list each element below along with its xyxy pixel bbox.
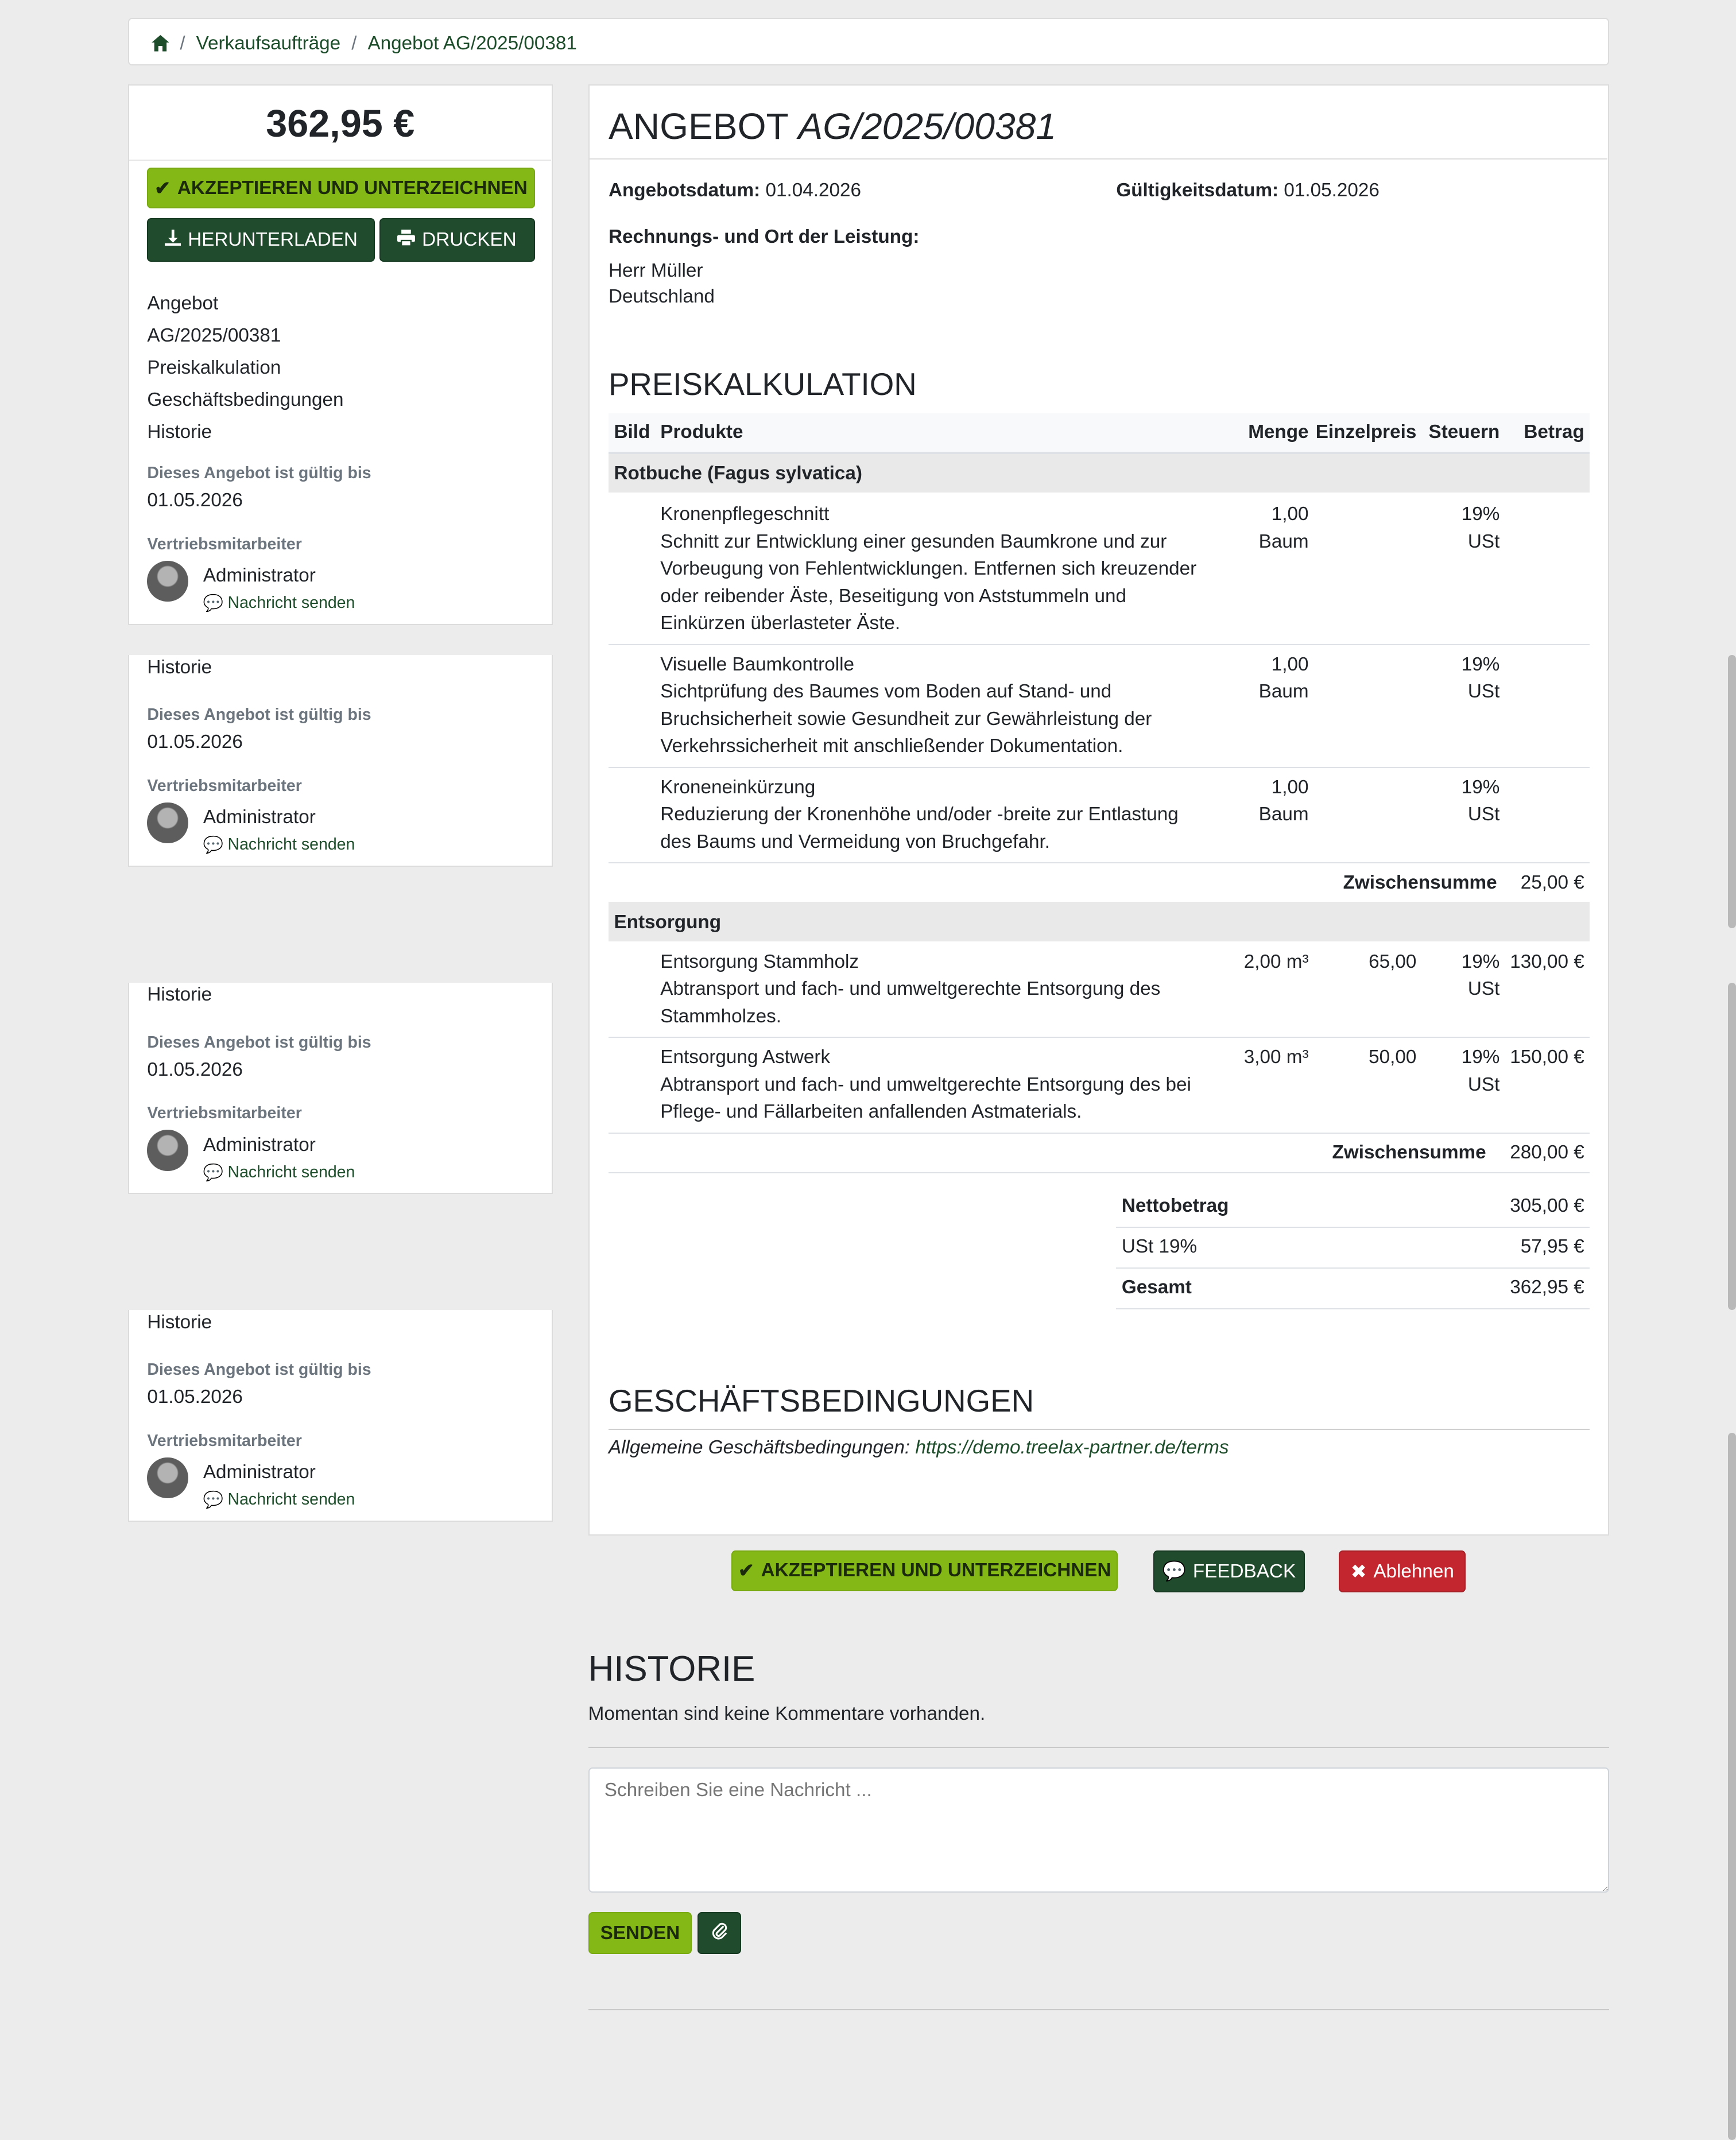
total-row-net — [1116, 1188, 1590, 1228]
sidebar-accept-button[interactable] — [147, 168, 534, 208]
breadcrumb-separator: / — [351, 32, 357, 54]
col-unit-price: Einzelpreis — [1315, 421, 1417, 443]
pricing-table — [609, 413, 1590, 1170]
line-tax-type: USt — [1467, 804, 1500, 825]
accept-sign-button[interactable] — [731, 1550, 1118, 1591]
line-amount: 130,00 € — [1510, 951, 1584, 972]
scrollbar-thumb[interactable] — [1728, 983, 1736, 1311]
paperclip-icon — [711, 1921, 728, 1945]
table-row — [609, 1038, 1590, 1134]
line-unit-price: 65,00 — [1369, 951, 1417, 972]
sales-rep-name: Administrator — [203, 807, 316, 828]
line-tax: 19% — [1461, 951, 1500, 972]
scrollbar-thumb[interactable] — [1728, 655, 1736, 928]
accept-label: AKZEPTIEREN UND UNTERZEICHNEN — [761, 1560, 1111, 1581]
sidebar-nav-offer-number[interactable]: AG/2025/00381 — [147, 325, 281, 347]
scrollbar-thumb[interactable] — [1728, 1433, 1736, 2139]
sidebar-card — [128, 84, 552, 625]
line-tax: 19% — [1461, 503, 1500, 525]
total-row-tax — [1116, 1228, 1590, 1269]
table-row — [609, 768, 1590, 863]
line-qty: 3,00 m³ — [1243, 1046, 1309, 1068]
comment-icon: 💬 — [203, 1163, 224, 1182]
times-icon: ✖ — [1350, 1561, 1367, 1583]
line-tax-type: USt — [1467, 681, 1500, 703]
totals-table — [1116, 1188, 1590, 1309]
sidebar-nav-offer[interactable]: Angebot — [147, 293, 219, 315]
line-description: Reduzierung der Kronenhöhe und/oder -breite zur Entlastung des Baums und Vermeidung von Bruchgefahr. — [660, 804, 1179, 852]
terms-label: Allgemeine Geschäftsbedingungen: — [608, 1437, 910, 1459]
sidebar-card-repeat — [128, 655, 552, 866]
line-tax: 19% — [1461, 653, 1500, 675]
line-tax-type: USt — [1467, 530, 1500, 552]
validity-date-label: Gültigkeitsdatum: — [1116, 180, 1279, 201]
reject-button[interactable] — [1339, 1550, 1466, 1593]
send-label: SENDEN — [600, 1922, 680, 1944]
send-message-link[interactable] — [203, 835, 355, 855]
sales-rep-label: Vertriebsmitarbeiter — [147, 776, 302, 795]
line-title: Visuelle Baumkontrolle — [660, 653, 855, 675]
valid-until-date: 01.05.2026 — [147, 490, 243, 511]
validity-date — [1116, 180, 1380, 201]
print-button[interactable] — [379, 218, 535, 262]
feedback-label: FEEDBACK — [1192, 1560, 1296, 1582]
line-description: Schnitt zur Entwicklung einer gesunden Baumkrone und zur Vorbeugung von Fehlentwicklungen. Entfernen sich kreuzender oder reibender Äste, Beseitigung von Aststummeln und Einkürzen überlasteter Äste. — [660, 530, 1197, 634]
send-message-label: Nachricht senden — [227, 1490, 355, 1509]
valid-until-label: Dieses Angebot ist gültig bis — [147, 705, 371, 724]
tax-label: USt 19% — [1121, 1236, 1198, 1258]
line-description: Sichtprüfung des Baumes vom Boden auf Stand- und Bruchsicherheit sowie Gesundheit zur Gewährleistung der Verkehrssicherheit mit anschließender Dokumentation. — [660, 681, 1152, 757]
send-message-link[interactable] — [203, 1490, 355, 1510]
title-number: AG/2025/00381 — [798, 105, 1056, 147]
subtotal-row — [609, 863, 1590, 902]
valid-until-date: 01.05.2026 — [147, 1059, 243, 1080]
terms-heading: GESCHÄFTSBEDINGUNGEN — [608, 1382, 1034, 1418]
grand-total-label: Gesamt — [1121, 1277, 1192, 1298]
divider — [609, 1429, 1590, 1430]
send-message-label: Nachricht senden — [227, 1162, 355, 1181]
feedback-button[interactable] — [1153, 1550, 1305, 1593]
line-tax-type: USt — [1467, 978, 1500, 1000]
line-tax: 19% — [1461, 776, 1500, 798]
section-name: Rotbuche (Fagus sylvatica) — [614, 462, 862, 484]
subtotal-row — [609, 1134, 1590, 1173]
tax-value: 57,95 € — [1520, 1236, 1584, 1258]
sales-rep-name: Administrator — [203, 1461, 316, 1483]
breadcrumb-current-quote[interactable]: Angebot AG/2025/00381 — [367, 32, 577, 54]
check-icon: ✔ — [154, 177, 170, 199]
grand-total-value: 362,95 € — [1510, 1277, 1584, 1298]
quote-document — [588, 84, 1609, 1535]
line-title: Kronenpflegeschnitt — [660, 503, 830, 525]
valid-until-label: Dieses Angebot ist gültig bis — [147, 1033, 371, 1052]
download-icon — [165, 229, 181, 251]
valid-until-date: 01.05.2026 — [147, 1386, 243, 1408]
line-uom: Baum — [1258, 804, 1309, 825]
col-amount: Betrag — [1524, 421, 1584, 443]
line-description: Abtransport und fach- und umweltgerechte Entsorgung des Stammholzes. — [660, 978, 1161, 1027]
send-message-link[interactable] — [203, 1163, 355, 1183]
breadcrumb-sales-orders[interactable]: Verkaufsaufträge — [196, 32, 341, 54]
send-button[interactable] — [588, 1912, 692, 1955]
sidebar-nav-history[interactable]: Historie — [147, 656, 212, 678]
table-row — [609, 495, 1590, 645]
line-title: Kroneneinkürzung — [660, 776, 816, 798]
send-message-link[interactable] — [203, 594, 355, 613]
sidebar-nav-pricing[interactable]: Preiskalkulation — [147, 356, 281, 378]
sales-rep-label: Vertriebsmitarbeiter — [147, 1431, 302, 1450]
sidebar-card-repeat — [128, 983, 552, 1194]
address-country: Deutschland — [608, 286, 715, 308]
avatar — [147, 561, 188, 602]
section-row — [609, 454, 1590, 493]
history-heading: HISTORIE — [588, 1649, 755, 1689]
line-amount: 150,00 € — [1510, 1046, 1584, 1068]
subtotal-value: 25,00 € — [1520, 871, 1584, 893]
accept-label: AKZEPTIEREN UND UNTERZEICHNEN — [177, 177, 528, 199]
download-button[interactable] — [147, 218, 375, 262]
sidebar-nav — [147, 288, 343, 448]
comment-icon: 💬 — [203, 1491, 224, 1510]
line-qty: 1,00 — [1271, 653, 1309, 675]
terms-link[interactable]: https://demo.treelax-partner.de/terms — [915, 1437, 1229, 1459]
title-prefix: ANGEBOT — [608, 105, 788, 147]
breadcrumb — [128, 18, 1609, 65]
address-label: Rechnungs- und Ort der Leistung: — [608, 226, 920, 248]
download-label: HERUNTERLADEN — [188, 229, 358, 251]
sidebar-nav-terms[interactable]: Geschäftsbedingungen — [147, 389, 344, 410]
subtotal-value: 280,00 € — [1510, 1142, 1584, 1164]
avatar — [147, 802, 188, 843]
print-label: DRUCKEN — [422, 229, 517, 251]
sales-rep-label: Vertriebsmitarbeiter — [147, 1104, 302, 1123]
send-message-label: Nachricht senden — [227, 835, 355, 854]
comment-icon: 💬 — [1162, 1561, 1186, 1583]
divider — [129, 160, 551, 161]
message-input[interactable] — [588, 1767, 1609, 1893]
col-image: Bild — [614, 421, 650, 443]
attach-button[interactable] — [698, 1912, 741, 1955]
reject-label: Ablehnen — [1373, 1560, 1454, 1582]
divider — [590, 158, 1608, 159]
subtotal-label: Zwischensumme — [1343, 871, 1497, 893]
check-icon: ✔ — [738, 1560, 754, 1582]
net-label: Nettobetrag — [1121, 1195, 1229, 1217]
avatar — [147, 1130, 188, 1170]
sidebar-nav-history[interactable]: Historie — [147, 1311, 212, 1333]
history-empty-text: Momentan sind keine Kommentare vorhanden. — [588, 1703, 986, 1724]
address-name: Herr Müller — [608, 259, 703, 281]
col-taxes: Steuern — [1428, 421, 1500, 443]
send-message-label: Nachricht senden — [227, 594, 355, 612]
comment-icon: 💬 — [203, 835, 224, 854]
document-title — [609, 105, 1056, 148]
table-header — [609, 413, 1590, 454]
valid-until-label: Dieses Angebot ist gültig bis — [147, 463, 371, 482]
line-tax: 19% — [1461, 1046, 1500, 1068]
divider — [588, 1747, 1609, 1748]
table-row — [609, 943, 1590, 1038]
line-title: Entsorgung Astwerk — [660, 1046, 831, 1068]
address-block — [609, 258, 715, 309]
section-name: Entsorgung — [614, 911, 722, 933]
sales-rep-name: Administrator — [203, 564, 316, 586]
print-icon — [397, 229, 415, 251]
valid-until-date: 01.05.2026 — [147, 731, 243, 753]
avatar — [147, 1457, 188, 1498]
line-qty: 2,00 m³ — [1243, 951, 1309, 972]
sidebar-nav-history[interactable]: Historie — [147, 421, 212, 443]
valid-until-label: Dieses Angebot ist gültig bis — [147, 1360, 371, 1379]
line-uom: Baum — [1258, 681, 1309, 703]
validity-date-value: 01.05.2026 — [1284, 180, 1380, 201]
line-qty: 1,00 — [1271, 503, 1309, 525]
line-uom: Baum — [1258, 530, 1309, 552]
subtotal-label: Zwischensumme — [1332, 1142, 1486, 1164]
breadcrumb-separator: / — [180, 32, 185, 54]
net-value: 305,00 € — [1510, 1195, 1584, 1217]
table-row — [609, 645, 1590, 768]
sidebar-nav-history[interactable]: Historie — [147, 984, 212, 1006]
col-product: Produkte — [660, 421, 743, 443]
terms-text — [609, 1437, 1229, 1459]
line-title: Entsorgung Stammholz — [660, 951, 859, 972]
col-qty: Menge — [1248, 421, 1309, 443]
quote-date-label: Angebotsdatum: — [608, 180, 761, 201]
total-row-grand — [1116, 1269, 1590, 1309]
quote-date-value: 01.04.2026 — [765, 180, 861, 201]
home-icon[interactable] — [152, 35, 169, 52]
sidebar-card-repeat — [128, 1310, 552, 1521]
comment-icon: 💬 — [203, 594, 224, 612]
line-description: Abtransport und fach- und umweltgerechte Entsorgung des bei Pflege- und Fällarbeiten anfallenden Astmaterials. — [660, 1073, 1191, 1123]
sidebar-total: 362,95 € — [266, 102, 415, 145]
line-qty: 1,00 — [1271, 776, 1309, 798]
sales-rep-label: Vertriebsmitarbeiter — [147, 534, 302, 553]
sales-rep-name: Administrator — [203, 1134, 316, 1156]
pricing-heading: PREISKALKULATION — [608, 366, 917, 402]
divider — [588, 2009, 1609, 2010]
section-row — [609, 902, 1590, 941]
line-unit-price: 50,00 — [1369, 1046, 1417, 1068]
line-tax-type: USt — [1467, 1073, 1500, 1095]
quote-date — [609, 180, 861, 201]
